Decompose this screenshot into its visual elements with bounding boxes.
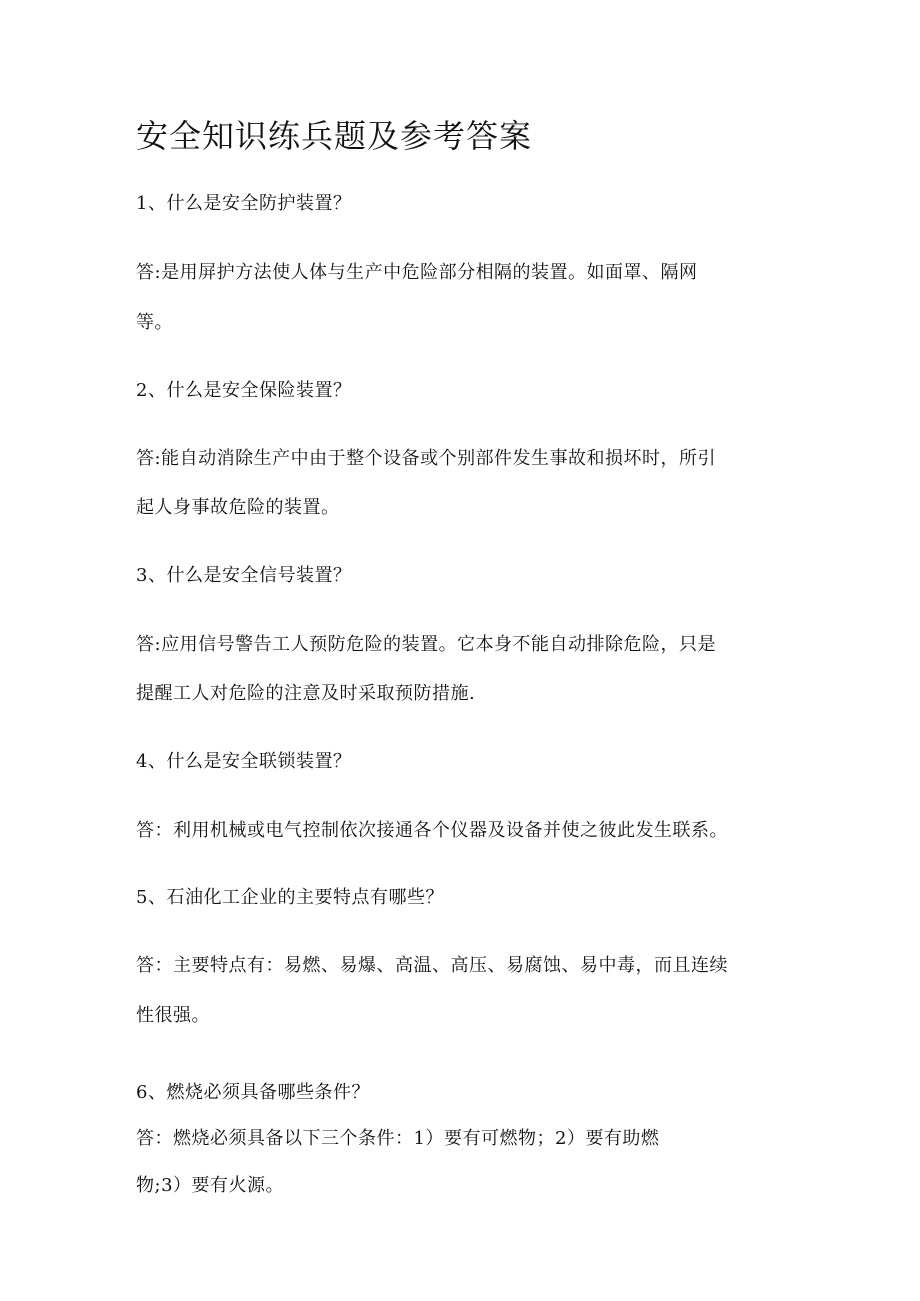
- question-5: 5、石油化工企业的主要特点有哪些？: [136, 887, 444, 908]
- answer-3-line-1: 答:应用信号警告工人预防危险的装置。它本身不能自动排除危险，只是: [136, 634, 717, 655]
- answer-2-line-1: 答:能自动消除生产中由于整个设备或个别部件发生事故和损坏时，所引: [136, 448, 717, 469]
- answer-3-line-2: 提醒工人对危险的注意及时采取预防措施.: [136, 683, 476, 704]
- document-title: 安全知识练兵题及参考答案: [136, 117, 533, 155]
- answer-1-line-1: 答:是用屏护方法使人体与生产中危险部分相隔的装置。如面罩、隔网: [136, 262, 698, 283]
- answer-1-line-2: 等。: [136, 312, 173, 333]
- answer-2-line-2: 起人身事故危险的装置。: [136, 497, 340, 518]
- question-4: 4、什么是安全联锁装置？: [136, 751, 352, 772]
- question-1: 1、什么是安全防护装置？: [136, 193, 352, 214]
- question-3: 3、什么是安全信号装置？: [136, 565, 352, 586]
- question-6: 6、燃烧必须具备哪些条件？: [136, 1082, 370, 1103]
- answer-5-line-1: 答：主要特点有：易燃、易爆、高温、高压、易腐蚀、易中毒，而且连续: [136, 955, 728, 976]
- answer-4-line-1: 答：利用机械或电气控制依次接通各个仪器及设备并使之彼此发生联系。: [136, 820, 728, 841]
- question-2: 2、什么是安全保险装置？: [136, 380, 352, 401]
- answer-5-line-2: 性很强。: [136, 1005, 210, 1026]
- answer-6-line-2: 物;3）要有火源。: [136, 1175, 285, 1196]
- answer-6-line-1: 答：燃烧必须具备以下三个条件：1）要有可燃物；2）要有助燃: [136, 1128, 660, 1149]
